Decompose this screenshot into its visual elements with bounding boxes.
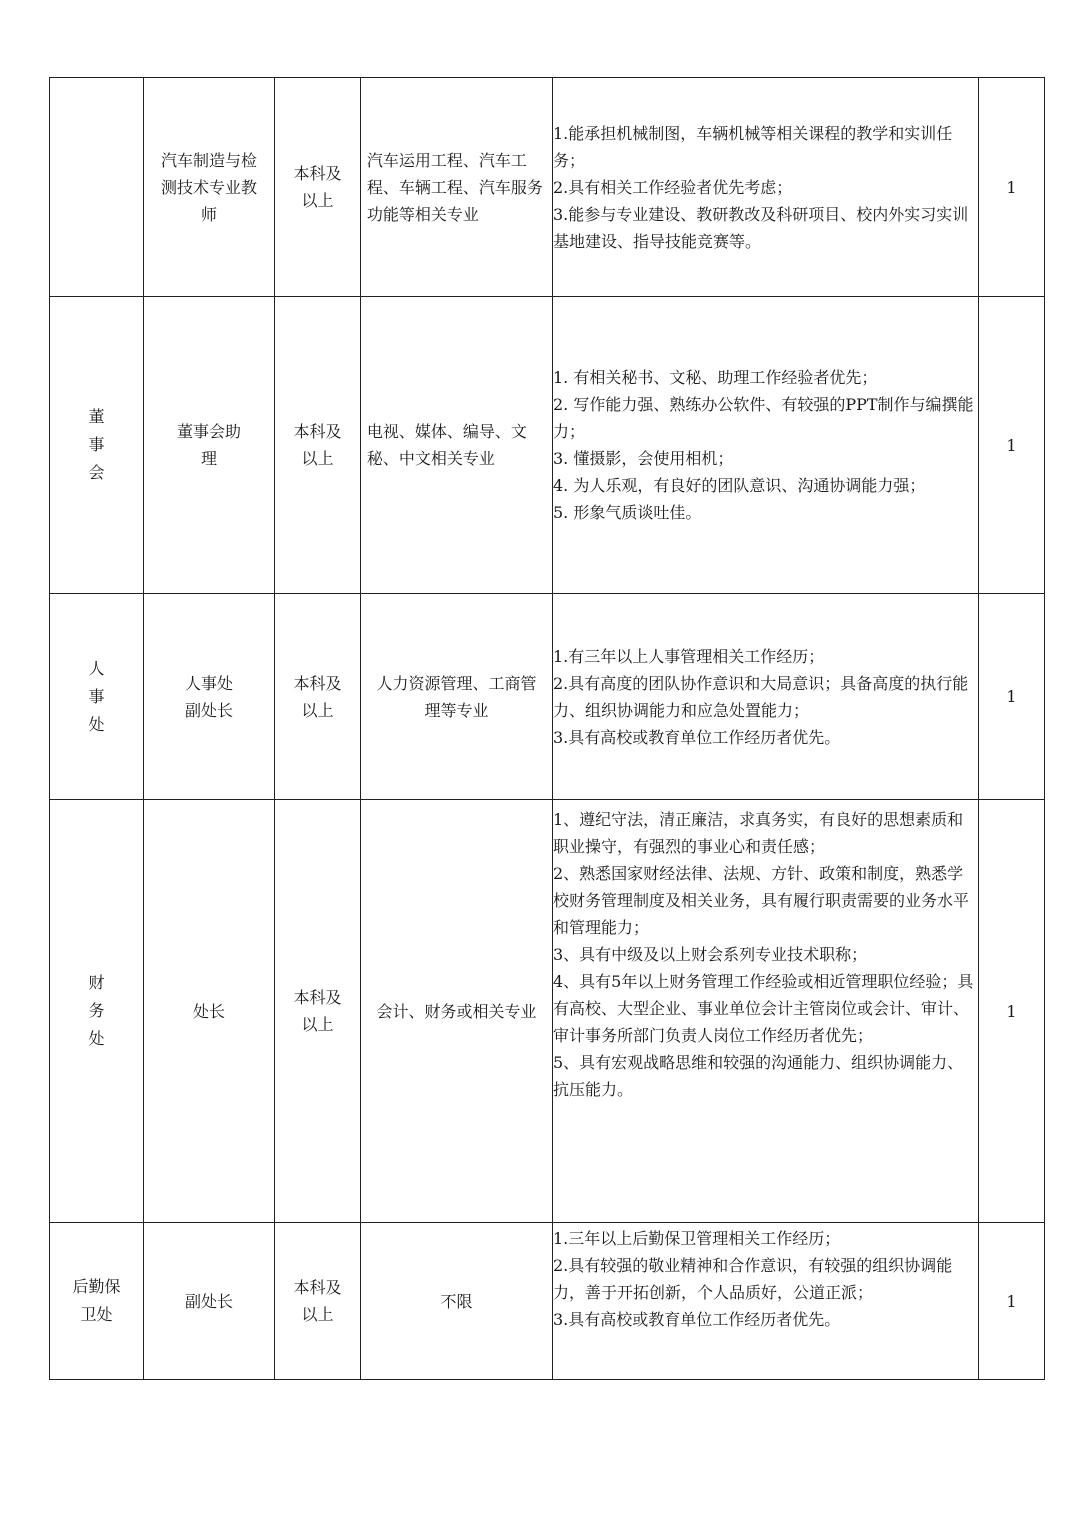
requirement-item: 2、熟悉国家财经法律、法规、方针、政策和制度，熟悉学校财务管理制度及相关业务，具有履行职责需要的业务水平和管理能力； (553, 864, 970, 937)
requirement-item: 3. 懂摄影，会使用相机； (553, 449, 734, 468)
requirement-item: 4. 为人乐观，有良好的团队意识、沟通协调能力强； (553, 476, 926, 495)
department-cell: 董事会 (50, 297, 144, 594)
requirement-item: 2. 写作能力强、熟练办公软件、有较强的PPT制作与编撰能力； (553, 395, 974, 441)
position-cell: 汽车制造与检测技术专业教师 (144, 78, 275, 297)
position-cell: 处长 (144, 800, 275, 1223)
requirement-item: 1.有三年以上人事管理相关工作经历； (553, 646, 825, 666)
major-cell: 会计、财务或相关专业 (361, 800, 553, 1223)
table-row (50, 594, 1045, 800)
requirements-cell (553, 78, 979, 297)
requirement-item: 5. 形象气质谈吐佳。 (553, 503, 702, 522)
requirement-item: 4、具有5年以上财务管理工作经验或相近管理职位经验；具有高校、大型企业、事业单位会计主管岗位或会计、审计、审计事务所部门负责人岗位工作经历者优先； (553, 972, 974, 1045)
requirement-item: 1.三年以上后勤保卫管理相关工作经历； (553, 1229, 841, 1248)
department-cell (50, 78, 144, 297)
education-cell: 本科及以上 (275, 594, 361, 800)
education-cell: 本科及以上 (275, 800, 361, 1223)
requirement-item: 1、遵纪守法，清正廉洁，求真务实，有良好的思想素质和职业操守，有强烈的事业心和责任感； (553, 810, 964, 856)
education-cell: 本科及以上 (275, 1223, 361, 1380)
count-cell: 1 (979, 1223, 1045, 1380)
requirement-item: 5、具有宏观战略思维和较强的沟通能力、组织协调能力、抗压能力。 (553, 1053, 964, 1099)
requirement-item: 3.具有高校或教育单位工作经历者优先。 (553, 1310, 841, 1329)
requirement-item: 1. 有相关秘书、文秘、助理工作经验者优先； (553, 368, 878, 387)
requirement-item: 3.能参与专业建设、教研教改及科研项目、校内外实习实训基地建设、指导技能竞赛等。 (553, 204, 969, 251)
table-row (50, 800, 1045, 1223)
position-cell: 副处长 (144, 1223, 275, 1380)
requirement-item: 2.具有较强的敬业精神和合作意识，有较强的组织协调能力，善于开拓创新，个人品质好，公道正派； (553, 1256, 953, 1302)
count-cell: 1 (979, 297, 1045, 594)
education-cell: 本科及以上 (275, 78, 361, 297)
count-cell: 1 (979, 800, 1045, 1223)
requirements-cell (553, 800, 979, 1223)
table-row (50, 1223, 1045, 1380)
department-cell: 财务处 (50, 800, 144, 1223)
department-cell: 人事处 (50, 594, 144, 800)
requirement-item: 1.能承担机械制图，车辆机械等相关课程的教学和实训任务； (553, 123, 953, 170)
major-cell: 电视、媒体、编导、文秘、中文相关专业 (361, 297, 553, 594)
position-cell: 人事处副处长 (144, 594, 275, 800)
count-cell: 1 (979, 78, 1045, 297)
position-cell: 董事会助理 (144, 297, 275, 594)
major-cell: 人力资源管理、工商管理等专业 (361, 594, 553, 800)
table-row (50, 297, 1045, 594)
count-cell: 1 (979, 594, 1045, 800)
recruitment-table (49, 77, 1045, 1380)
requirements-cell (553, 297, 979, 594)
requirement-item: 2.具有高度的团队协作意识和大局意识；具备高度的执行能力、组织协调能力和应急处置能力； (553, 673, 969, 720)
department-cell: 后勤保卫处 (50, 1223, 144, 1380)
requirement-item: 2.具有相关工作经验者优先考虑； (553, 177, 793, 197)
education-cell: 本科及以上 (275, 297, 361, 594)
table-row (50, 78, 1045, 297)
requirements-cell (553, 594, 979, 800)
requirements-cell (553, 1223, 979, 1380)
major-cell: 不限 (361, 1223, 553, 1380)
requirement-item: 3.具有高校或教育单位工作经历者优先。 (553, 727, 841, 747)
major-cell: 汽车运用工程、汽车工程、车辆工程、汽车服务功能等相关专业 (361, 78, 553, 297)
requirement-item: 3、具有中级及以上财会系列专业技术职称； (553, 945, 868, 964)
